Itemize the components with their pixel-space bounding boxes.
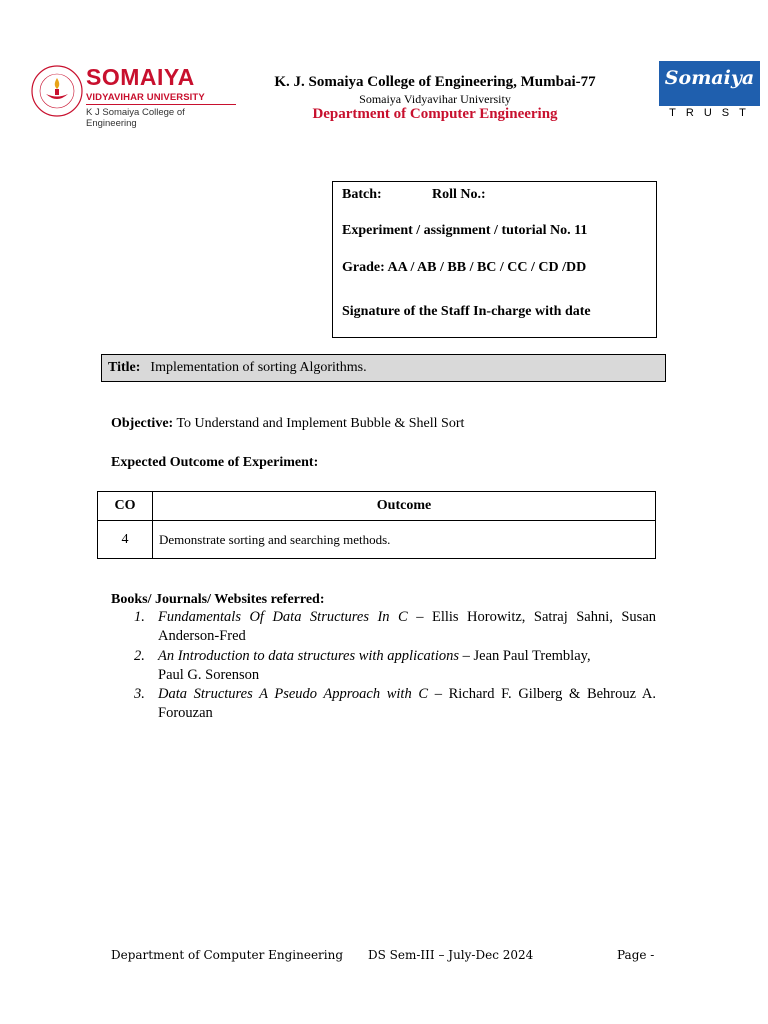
reference-authors-continued: Paul G. Sorenson: [158, 667, 260, 683]
title-value: Implementation of sorting Algorithms.: [150, 360, 367, 375]
objective-label: Objective:: [111, 416, 174, 431]
reference-title: Data Structures A Pseudo Approach with C: [158, 686, 429, 702]
reference-title: An Introduction to data structures with applications: [158, 648, 460, 664]
grade-options: Grade: AA / AB / BB / BC / CC / CD /DD: [342, 260, 587, 275]
trust-logo-script: Somaiya: [664, 67, 755, 89]
reference-authors: – Richard F. Gilberg & Behrouz A.: [428, 686, 657, 702]
reference-authors-continued: Anderson-Fred: [158, 628, 246, 644]
staff-signature-label: Signature of the Staff In-charge with date: [342, 304, 591, 319]
objective: [111, 416, 464, 432]
column-header-outcome: Outcome: [153, 492, 656, 521]
column-header-co: CO: [98, 492, 153, 521]
footer-page-number: Page -: [617, 948, 655, 962]
title-bar: [101, 354, 666, 382]
expected-outcome-heading: Expected Outcome of Experiment:: [111, 455, 319, 470]
roll-number-label: Roll No.:: [432, 187, 486, 202]
footer-course: DS Sem-III – July-Dec 2024: [368, 948, 534, 962]
reference-item: [134, 608, 657, 646]
outcome-table: [97, 491, 656, 559]
logo-college-text: K J Somaiya College of Engineering: [86, 107, 185, 129]
university-seal-icon: [30, 64, 84, 118]
batch-label: Batch:: [342, 187, 382, 202]
reference-number: 3.: [134, 686, 145, 702]
department-name: Department of Computer Engineering: [312, 106, 558, 122]
reference-authors: – Ellis Horowitz, Satraj Sahni, Susan: [407, 609, 657, 625]
co-number-cell: 4: [98, 521, 153, 559]
objective-value: To Understand and Implement Bubble & Shell Sort: [176, 416, 465, 431]
reference-authors-continued: Forouzan: [158, 705, 213, 721]
footer-department: Department of Computer Engineering: [111, 948, 344, 962]
reference-item: [134, 685, 657, 723]
references-heading: Books/ Journals/ Websites referred:: [111, 592, 325, 607]
reference-item: [134, 647, 656, 685]
table-row: [98, 521, 656, 559]
reference-number: 2.: [134, 648, 145, 664]
somaiya-trust-logo: [659, 61, 760, 121]
logo-brand-text: SOMAIYA: [86, 64, 195, 90]
experiment-number: Experiment / assignment / tutorial No. 11: [342, 223, 588, 238]
reference-title: Fundamentals Of Data Structures In C: [158, 609, 408, 625]
table-header-row: [98, 492, 656, 521]
logo-university-text: VIDYAVIHAR UNIVERSITY: [86, 92, 205, 103]
trust-logo-label: TRUST: [669, 107, 756, 119]
reference-authors: – Jean Paul Tremblay,: [459, 648, 591, 664]
university-name: Somaiya Vidyavihar University: [359, 92, 511, 106]
college-title: K. J. Somaiya College of Engineering, Mumbai-77: [274, 74, 596, 90]
outcome-description-cell: Demonstrate sorting and searching methods.: [153, 521, 656, 559]
batch-info-box: [332, 181, 657, 338]
reference-number: 1.: [134, 609, 145, 625]
title-label: Title:: [108, 360, 141, 375]
